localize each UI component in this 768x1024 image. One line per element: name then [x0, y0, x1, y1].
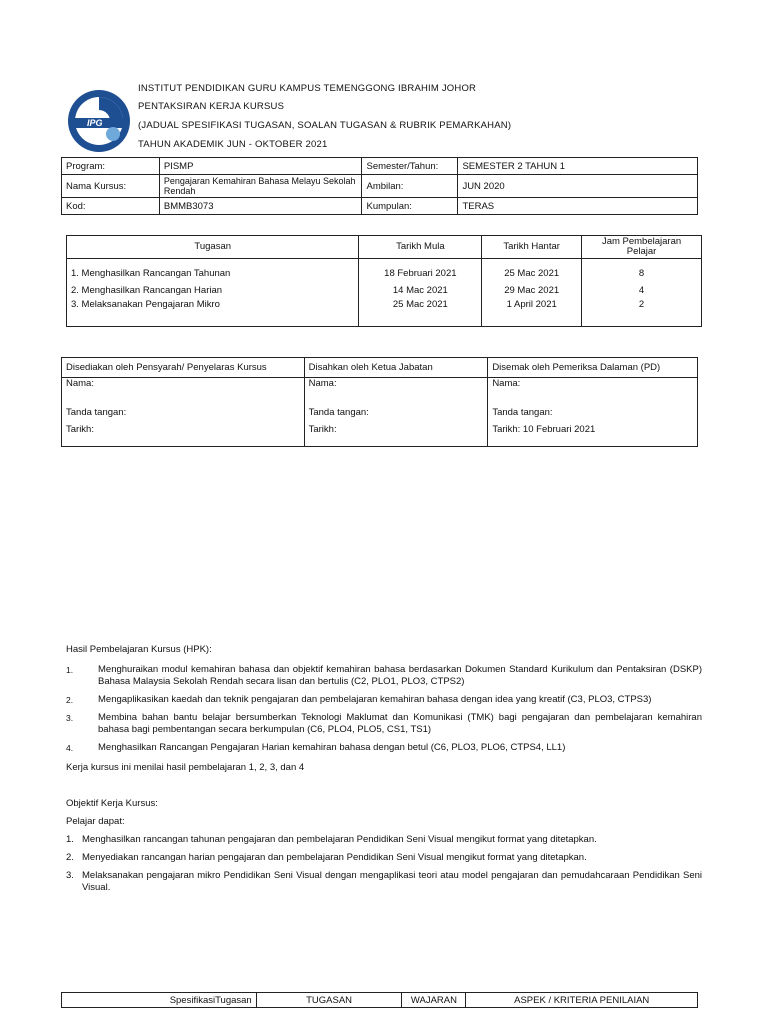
signature-field-lecturer: Tanda tangan: [62, 401, 305, 424]
task-start: 18 Februari 2021 [359, 259, 482, 283]
header-assignment: TUGASAN [256, 993, 402, 1008]
list-number: 3. [66, 713, 74, 723]
list-number: 1. [66, 834, 74, 845]
header-learning-hours: Jam Pembelajaran Pelajar [582, 236, 702, 259]
group-label: Kumpulan: [362, 198, 458, 215]
task-name: 1. Menghasilkan Rancangan Tahunan [67, 259, 359, 283]
signature-field-pd: Tanda tangan: [488, 401, 698, 424]
course-label: Nama Kursus: [62, 175, 160, 198]
program-label: Program: [62, 158, 160, 175]
code-value: BMMB3073 [159, 198, 362, 215]
task-due: 1 April 2021 [482, 299, 582, 327]
header-spec: SpesifikasiTugasan [62, 993, 257, 1008]
course-info-table [61, 157, 698, 215]
list-item [66, 852, 702, 864]
institute-name: INSTITUT PENDIDIKAN GURU KAMPUS TEMENGGONG IBRAHIM JOHOR [138, 83, 477, 94]
list-number: 2. [66, 695, 74, 705]
list-text: Menyediakan rancangan harian pengajaran dan pembelajaran Pendidikan Seni Visual mengikut format yang ditetapkan. [82, 852, 587, 863]
list-number: 1. [66, 665, 74, 675]
list-item [66, 870, 702, 894]
objectives-list [66, 834, 702, 900]
list-number: 3. [66, 870, 74, 881]
hpk-list [66, 664, 702, 760]
list-text: Membina bahan bantu belajar bersumberkan Teknologi Maklumat dan Komunikasi (TMK) bagi pengajaran dan pembelajaran kemahiran bahasa bagi pembentangan secara berkumpulan (C6, PLO4, PLO5, CS1, TS1) [98, 712, 702, 735]
task-due: 29 Mac 2021 [482, 282, 582, 299]
header-task: Tugasan [67, 236, 359, 259]
svg-text:IPG: IPG [87, 118, 103, 128]
program-value: PISMP [159, 158, 362, 175]
name-field-head: Nama: [304, 378, 488, 402]
header-due-date: Tarikh Hantar [482, 236, 582, 259]
task-due: 25 Mac 2021 [482, 259, 582, 283]
list-text: Menghuraikan modul kemahiran bahasa dan objektif kemahiran bahasa berdasarkan Dokumen Standard Kurikulum dan Pentaksiran (DSKP) Bahasa Malaysia Sekolah Rendah secara lisan dan bertulis (C2, PLO1, PLO3, CTPS2) [98, 664, 702, 687]
list-text: Menghasilkan rancangan tahunan pengajaran dan pembelajaran Pendidikan Seni Visual mengikut format yang ditetapkan. [82, 834, 597, 845]
list-text: Melaksanakan pengajaran mikro Pendidikan Seni Visual dengan mengaplikasi teori atau model pengajaran dan pemudahcaraan Pendidikan Seni Visual. [82, 870, 702, 893]
hpk-title: Hasil Pembelajaran Kursus (HPK): [66, 644, 212, 655]
header-criteria: ASPEK / KRITERIA PENILAIAN [466, 993, 698, 1008]
list-number: 4. [66, 743, 74, 753]
assessment-title: PENTAKSIRAN KERJA KURSUS [138, 101, 285, 112]
signature-field-head: Tanda tangan: [304, 401, 488, 424]
header-weight: WAJARAN [402, 993, 466, 1008]
name-field-lecturer: Nama: [62, 378, 305, 402]
list-text: Menghasilkan Rancangan Pengajaran Harian kemahiran bahasa dengan betul (C6, PLO3, PLO6, CTPS4, LL1) [98, 742, 566, 753]
ipg-logo [66, 88, 132, 154]
task-name: 3. Melaksanakan Pengajaran Mikro [67, 299, 359, 327]
objectives-intro: Pelajar dapat: [66, 816, 125, 827]
name-field-pd: Nama: [488, 378, 698, 402]
task-start: 25 Mac 2021 [359, 299, 482, 327]
hpk-summary: Kerja kursus ini menilai hasil pembelajaran 1, 2, 3, dan 4 [66, 762, 305, 773]
task-hours: 2 [582, 299, 702, 327]
header-prepared-by: Disediakan oleh Pensyarah/ Penyelaras Kursus [62, 358, 305, 378]
list-item [66, 834, 702, 846]
intake-value: JUN 2020 [458, 175, 698, 198]
task-hours: 4 [582, 282, 702, 299]
group-value: TERAS [458, 198, 698, 215]
list-item [66, 694, 702, 706]
date-field-head: Tarikh: [304, 424, 488, 447]
task-name: 2. Menghasilkan Rancangan Harian [67, 282, 359, 299]
code-label: Kod: [62, 198, 160, 215]
objectives-title: Objektif Kerja Kursus: [66, 798, 158, 809]
tasks-table [66, 235, 702, 327]
header-start-date: Tarikh Mula [359, 236, 482, 259]
header-reviewed-by: Disemak oleh Pemeriksa Dalaman (PD) [488, 358, 698, 378]
specification-table [61, 992, 698, 1008]
list-number: 2. [66, 852, 74, 863]
list-item [66, 712, 702, 736]
document-subtitle: (JADUAL SPESIFIKASI TUGASAN, SOALAN TUGASAN & RUBRIK PEMARKAHAN) [138, 120, 512, 131]
list-item [66, 742, 702, 754]
intake-label: Ambilan: [362, 175, 458, 198]
header-approved-by: Disahkan oleh Ketua Jabatan [304, 358, 488, 378]
date-field-pd: Tarikh: 10 Februari 2021 [488, 424, 698, 447]
task-hours: 8 [582, 259, 702, 283]
academic-year: TAHUN AKADEMIK JUN - OKTOBER 2021 [138, 139, 328, 150]
list-text: Mengaplikasikan kaedah dan teknik pengajaran dan pembelajaran kemahiran bahasa dengan idea yang kreatif (C3, PLO3, CTPS3) [98, 694, 652, 705]
task-start: 14 Mac 2021 [359, 282, 482, 299]
list-item [66, 664, 702, 688]
approval-table [61, 357, 698, 447]
date-field-lecturer: Tarikh: [62, 424, 305, 447]
course-value: Pengajaran Kemahiran Bahasa Melayu Sekolah Rendah [159, 175, 362, 198]
semester-value: SEMESTER 2 TAHUN 1 [458, 158, 698, 175]
semester-label: Semester/Tahun: [362, 158, 458, 175]
